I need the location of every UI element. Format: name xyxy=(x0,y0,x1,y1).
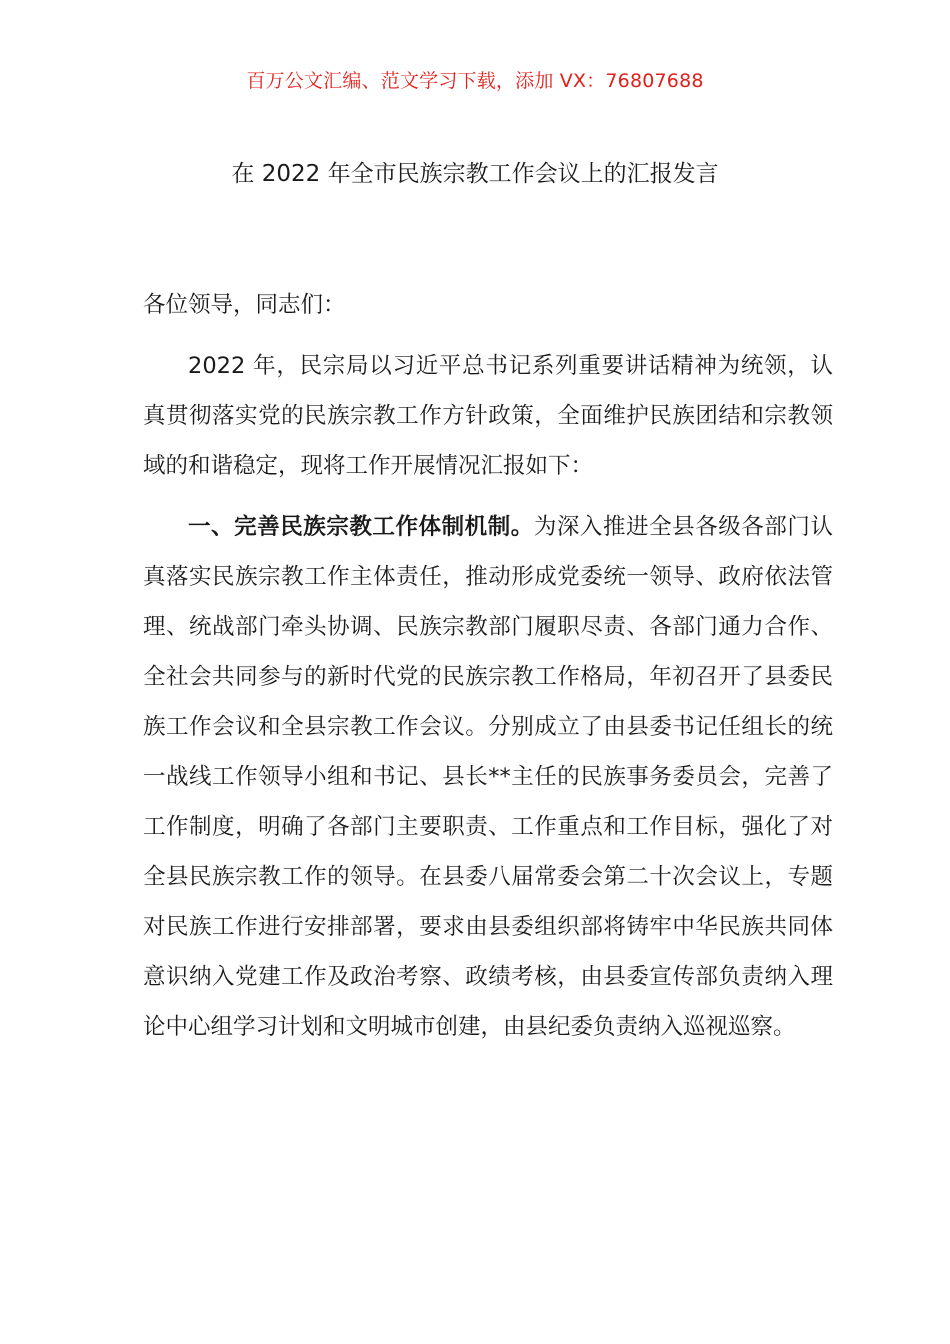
salutation: 各位领导，同志们： xyxy=(143,292,346,318)
document-title: 在 2022 年全市民族宗教工作会议上的汇报发言 xyxy=(231,161,719,187)
document-body xyxy=(143,280,833,1063)
section-1-heading: 一、完善民族宗教工作体制机制。 xyxy=(188,514,534,540)
header-banner: 百万公文汇编、范文学习下载，添加 VX：76807688 xyxy=(246,70,704,92)
section-1-paragraph xyxy=(143,502,833,1052)
section-1-body: 为深入推进全县各级各部门认真落实民族宗教工作主体责任，推动形成党委统一领导、政府依法管理、统战部门牵头协调、民族宗教部门履职尽责、各部门通力合作、全社会共同参与的新时代党的民族宗教工作格局，年初召开了县委民族工作会议和全县宗教工作会议。分别成立了由县委书记任组长的统一战线工作领导小组和书记、县长**主任的民族事务委员会，完善了工作制度，明确了各部门主要职责、工作重点和工作目标，强化了对全县民族宗教工作的领导。在县委八届常委会第二十次会议上，专题对民族工作进行安排部署，要求由县委组织部将铸牢中华民族共同体意识纳入党建工作及政治考察、政绩考核，由县委宣传部负责纳入理论中心组学习计划和文明城市创建，由县纪委负责纳入巡视巡察。 xyxy=(143,514,833,1040)
intro-paragraph: 2022 年，民宗局以习近平总书记系列重要讲话精神为统领，认真贯彻落实党的民族宗教工作方针政策，全面维护民族团结和宗教领域的和谐稳定，现将工作开展情况汇报如下： xyxy=(143,353,833,479)
